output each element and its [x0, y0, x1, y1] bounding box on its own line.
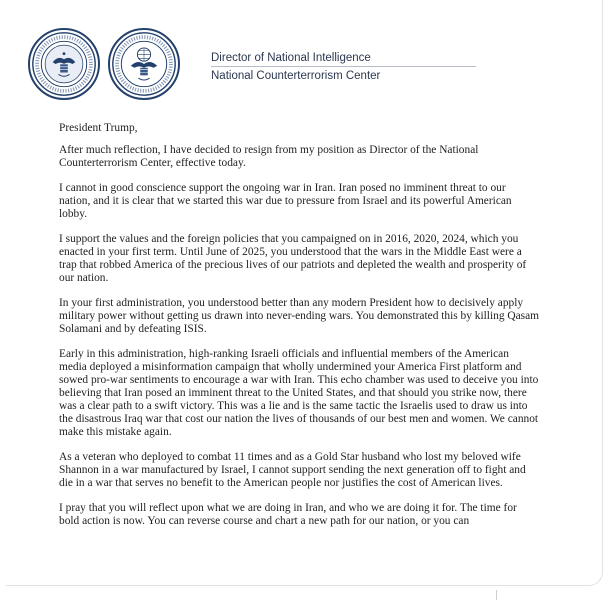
- page-edge-mark: [496, 590, 497, 600]
- letterhead-line-dni: Director of National Intelligence: [211, 52, 371, 64]
- paragraph-5: Early in this administration, high-ranking Israeli officials and influential members of the American media deployed a misinformation campaign that wholly undermined your America First platform and sowed pro-war sentiments to encourage a war with Iran. This echo chamber was used to deceive you into believing that Iran posed an imminent threat to the United States, and that should you strike now, there was a clear path to a swift victory. This was a lie and is the same tactic the Israelis used to draw us into the disastrous Iraq war that cost our nation the lives of thousands of our best men and women. We cannot make this mistake again.: [59, 348, 539, 438]
- letterhead-line-nctc: National Counterterrorism Center: [211, 70, 381, 82]
- paragraph-2: I cannot in good conscience support the ongoing war in Iran. Iran posed no imminent threat to our nation, and it is clear that we started this war due to pressure from Israel and its powerful American lobby.: [59, 182, 512, 220]
- letterhead: [211, 49, 380, 85]
- paragraph-4: In your first administration, you understood better than any modern President how to decisively apply military power without getting us drawn into never-ending wars. You demonstrated this by killing Qasam Solamani and by defeating ISIS.: [59, 297, 540, 335]
- paragraph-3: I support the values and the foreign policies that you campaigned on in 2016, 2020, 2024, which you enacted in your first term. Until June of 2025, you understood that the wars in the Middle East were a trap that robbed America of the precious lives of our patriots and depleted the wealth and prosperity of our nation.: [59, 233, 527, 284]
- letter-body: [59, 122, 539, 540]
- letterhead-divider: [211, 66, 476, 67]
- dni-seal-icon: [28, 28, 100, 100]
- paragraph-1: After much reflection, I have decided to resign from my position as Director of the National Counterterrorism Center, effective today.: [59, 144, 479, 169]
- letter-page: [6, 0, 603, 586]
- nctc-seal-icon: [108, 28, 180, 100]
- paragraph-6: As a veteran who deployed to combat 11 times and as a Gold Star husband who lost my beloved wife Shannon in a war manufactured by Israel, I cannot support sending the next generation off to fight and die in a war that serves no benefit to the American people nor justifies the cost of American lives.: [59, 451, 526, 489]
- paragraph-7: I pray that you will reflect upon what we are doing in Iran, and who we are doing it for. The time for bold action is now. You can reverse course and chart a new path for our nation, or you can: [59, 502, 517, 527]
- salutation: President Trump,: [59, 122, 138, 134]
